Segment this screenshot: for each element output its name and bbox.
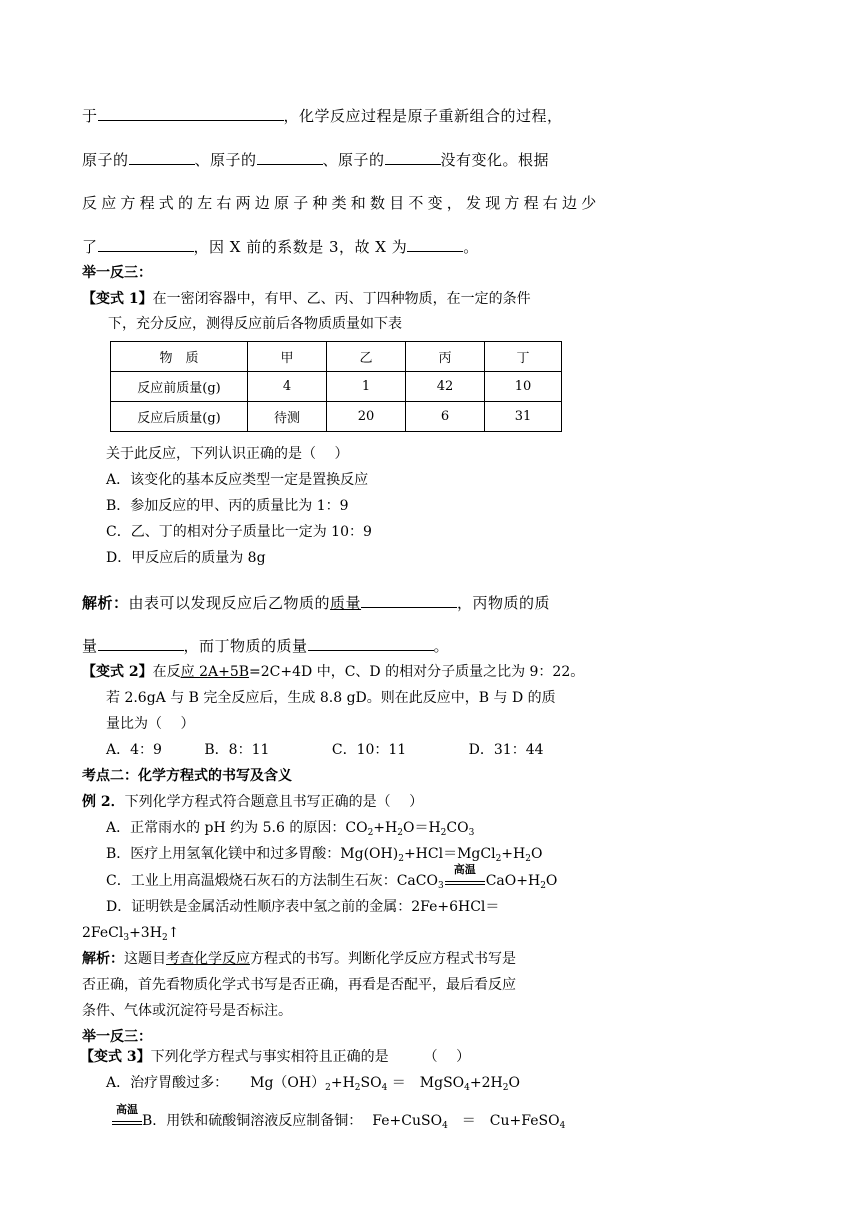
- answer-blank[interactable]: [98, 237, 194, 252]
- option-d[interactable]: D．甲反应后的质量为 8g: [106, 550, 266, 566]
- option-a[interactable]: A．该变化的基本反应类型一定是置换反应: [106, 472, 369, 488]
- variant-2-options: [106, 740, 544, 760]
- answer-blank[interactable]: [129, 150, 195, 165]
- variant-1-question-cont: 下，充分反应，测得反应前后各物质质量如下表: [108, 316, 402, 332]
- answer-blank[interactable]: [98, 636, 184, 651]
- table-header: 丙: [406, 342, 485, 372]
- table-cell: 反应后质量(g): [111, 402, 248, 432]
- option-c[interactable]: C．工业上用高温煅烧石灰石的方法制生石灰：CaCO$_3$ 高温 $CaO+H_2O$: [106, 863, 558, 891]
- option-b[interactable]: B．参加反应的甲、丙的质量比为 1：9: [106, 498, 349, 514]
- option-a[interactable]: A．治疗胃酸过多： $Mg(OH)_2+H_2SO_4$ ＝ $MgSO_4+2H_2O$: [106, 1075, 520, 1093]
- table-row: [111, 342, 562, 372]
- table-row: [111, 402, 562, 432]
- answer-blank[interactable]: [407, 237, 463, 252]
- reaction-condition: 高温: [445, 877, 485, 885]
- variant-3-question: 【变式 3】下列化学方程式与事实相符且正确的是 （ ）: [80, 1049, 471, 1065]
- option-a[interactable]: A．正常雨水的 pH 约为 5.6 的原因：$CO_2+H_2O=H_2CO_3$: [106, 820, 475, 838]
- answer-blank[interactable]: [257, 150, 323, 165]
- reaction-condition: 高温: [112, 1117, 142, 1125]
- table-cell: 42: [406, 372, 485, 402]
- option-d[interactable]: D．31：44: [468, 742, 544, 758]
- example-2-question: 例 2．下列化学方程式符合题意且书写正确的是（ ）: [82, 794, 424, 810]
- section-heading: 考点二：化学方程式的书写及含义: [82, 768, 292, 784]
- answer-blank[interactable]: [308, 636, 434, 651]
- table-cell: 4: [248, 372, 327, 402]
- variant-2-question: 【变式 2】在反应 2A+5B=2C+4D 中，C、D 的相对分子质量之比为 9：22。: [82, 664, 585, 680]
- table-cell: 6: [406, 402, 485, 432]
- table-cell: 1: [327, 372, 406, 402]
- section-heading: 举一反三：: [82, 1029, 152, 1045]
- variant-2-question-cont: 量比为（ ）: [106, 716, 195, 732]
- option-b[interactable]: 高温 B．用铁和硫酸铜溶液反应制备铜： Fe+CuSO$_4$ ＝ Cu+FeSO$_4$: [111, 1111, 565, 1131]
- table-header: 乙: [327, 342, 406, 372]
- table-cell: 待测: [248, 402, 327, 432]
- analysis-1-cont: 量 ，而丁物质的质量 。: [82, 637, 450, 655]
- text-line-2: 原子的 、原子的 、原子的 没有变化。根据: [82, 151, 550, 169]
- section-heading: 举一反三：: [82, 265, 152, 281]
- option-b[interactable]: B．8：11: [204, 742, 270, 758]
- table-header: 甲: [248, 342, 327, 372]
- analysis-2-cont: 条件、气体或沉淀符号是否标注。: [82, 1003, 292, 1019]
- mass-table: [110, 341, 562, 432]
- option-a[interactable]: A．4：9: [106, 742, 162, 758]
- analysis-1: 解析：由表可以发现反应后乙物质的质量 ，丙物质的质: [82, 594, 551, 612]
- variant-1-question: 【变式 1】在一密闭容器中，有甲、乙、丙、丁四种物质，在一定的条件: [82, 291, 531, 307]
- text-line-1: 于 ，化学反应过程是原子重新组合的过程，: [82, 107, 563, 125]
- table-cell: 10: [485, 372, 562, 402]
- text-line-3: 反应方程式的左右两边原子种类和数目不变，发现方程右边少: [82, 194, 601, 212]
- table-header: 丁: [485, 342, 562, 372]
- answer-blank[interactable]: [385, 150, 441, 165]
- table-header: 物 质: [111, 342, 248, 372]
- text-line-4: 了 ，因 X 前的系数是 3，故 X 为 。: [82, 238, 479, 256]
- option-b[interactable]: B．医疗上用氢氧化镁中和过多胃酸：$Mg(OH)_2+HCl=MgCl_2+H_2O$: [106, 846, 543, 864]
- analysis-2: 解析：这题目考查化学反应方程式的书写。判断化学反应方程式书写是: [82, 951, 516, 967]
- option-d[interactable]: D．证明铁是金属活动性顺序表中氢之前的金属：2Fe+6HCl＝: [106, 899, 500, 915]
- analysis-2-cont: 否正确，首先看物质化学式书写是否正确，再看是否配平，最后看反应: [82, 977, 516, 993]
- question-stem: 关于此反应，下列认识正确的是（ ）: [106, 446, 349, 462]
- option-c[interactable]: C．乙、丁的相对分子质量比一定为 10：9: [106, 524, 372, 540]
- answer-blank[interactable]: [98, 106, 284, 121]
- variant-2-question-cont: 若 2.6gA 与 B 完全反应后，生成 8.8 gD。则在此反应中，B 与 D 的质: [106, 690, 556, 706]
- option-d-cont: $2FeCl_3+3H_2↑$: [82, 925, 180, 943]
- table-cell: 20: [327, 402, 406, 432]
- answer-blank[interactable]: [361, 593, 457, 608]
- table-cell: 31: [485, 402, 562, 432]
- table-row: [111, 372, 562, 402]
- table-cell: 反应前质量(g): [111, 372, 248, 402]
- option-c[interactable]: C．10：11: [331, 742, 407, 758]
